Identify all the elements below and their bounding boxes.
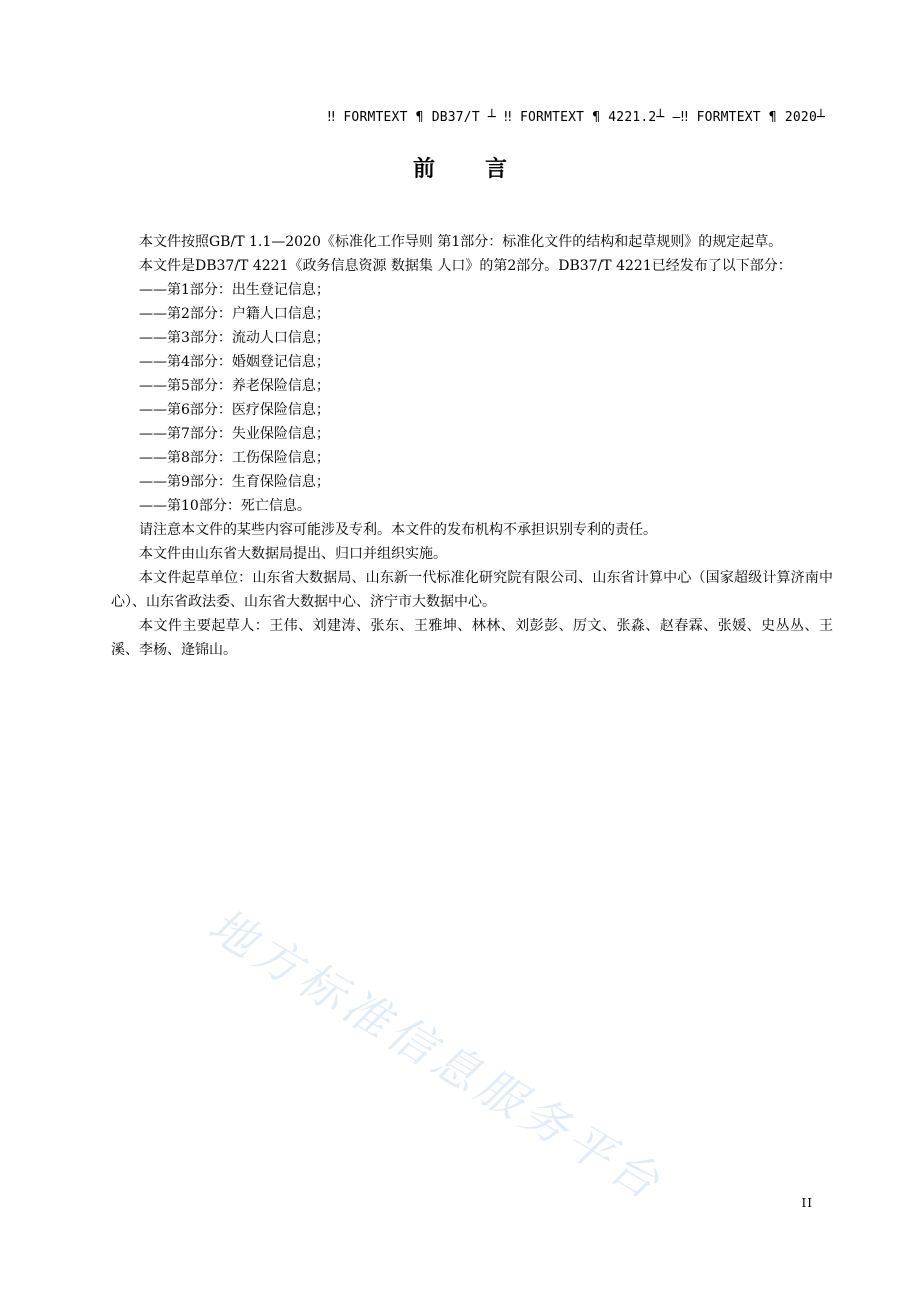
list-item: ——第6部分：医疗保险信息； bbox=[139, 402, 330, 418]
page-title: 前言 bbox=[412, 157, 557, 182]
paragraph-drafters: 本文件主要起草人：王伟、刘建涛、张东、王雅坤、林林、刘彭彭、厉文、张淼、赵春霖、张媛、史丛丛、王溪、李杨、逄锦山。 bbox=[111, 618, 833, 658]
list-item: ——第5部分：养老保险信息； bbox=[139, 378, 330, 394]
list-item: ——第10部分：死亡信息。 bbox=[139, 498, 311, 514]
paragraph-drafting-units: 本文件起草单位：山东省大数据局、山东新一代标准化研究院有限公司、山东省计算中心（国家超级计算济南中心）、山东省政法委、山东省大数据中心、济宁市大数据中心。 bbox=[111, 570, 833, 610]
list-item: ——第9部分：生育保险信息； bbox=[139, 474, 330, 490]
list-item: ——第3部分：流动人口信息； bbox=[139, 330, 330, 346]
running-header: ‼ FORMTEXT ¶ DB37/T ┴ ‼ FORMTEXT ¶ 4221.2┴ —‼ FORMTEXT ¶ 2020┴ bbox=[327, 110, 825, 125]
watermark: 地方标准信息服务平台 bbox=[199, 897, 674, 1212]
document-body bbox=[111, 230, 833, 662]
paragraph-patent-notice: 请注意本文件的某些内容可能涉及专利。本文件的发布机构不承担识别专利的责任。 bbox=[139, 522, 657, 538]
list-item: ——第4部分：婚姻登记信息； bbox=[139, 354, 330, 370]
list-item: ——第1部分：出生登记信息； bbox=[139, 282, 330, 298]
parts-list bbox=[111, 278, 833, 518]
list-item: ——第7部分：失业保险信息； bbox=[139, 426, 330, 442]
list-item: ——第2部分：户籍人口信息； bbox=[139, 306, 330, 322]
page-number: II bbox=[801, 1196, 813, 1210]
paragraph-proposer: 本文件由山东省大数据局提出、归口并组织实施。 bbox=[139, 546, 447, 562]
list-item: ——第8部分：工伤保险信息； bbox=[139, 450, 330, 466]
paragraph-series-parts: 本文件是DB37/T 4221《政务信息资源 数据集 人口》的第2部分。DB37/T 4221已经发布了以下部分： bbox=[139, 258, 792, 274]
paragraph-drafting-rules: 本文件按照GB/T 1.1—2020《标准化工作导则 第1部分：标准化文件的结构和起草规则》的规定起草。 bbox=[139, 234, 783, 250]
